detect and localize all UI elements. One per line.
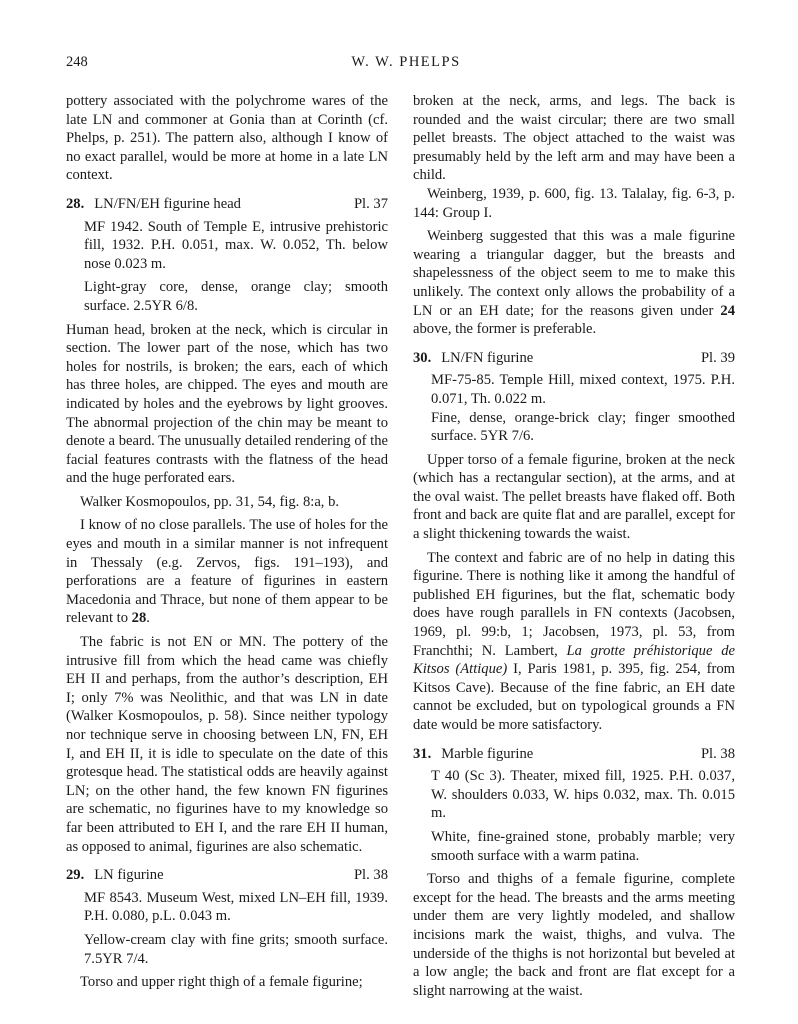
entry-28-discussion-1-end: . [146, 610, 150, 627]
entry-29-plate: Pl. 38 [353, 867, 388, 884]
entry-30-discussion-title: La grotte préhistorique de Kitsos (Attique) [413, 642, 735, 678]
entry-28-data-2: Light-gray core, dense, orange clay; smooth surface. 2.5YR 6/8. [84, 279, 388, 314]
entry-29-discussion-ref: 24 [720, 302, 735, 319]
entry-28-discussion-1-text: I know of no close parallels. The use of holes for the eyes and mouth in a similar manner is not infrequent in Thessaly (e.g. Zervos, figs. 191–193), and perforations are a feature of figurines in eastern Macedonia and Thrace, but none of them appear to be relevant to [66, 517, 388, 627]
entry-31-data-2: White, fine-grained stone, probably marble; very smooth surface with a warm patina. [431, 828, 735, 864]
entry-29-bibliography: Weinberg, 1939, p. 600, fig. 13. Talalay, fig. 6-3, p. 144: Group I. [413, 185, 735, 221]
entry-29-catalog-data [66, 889, 388, 968]
entry-30-catalog-data [413, 371, 735, 445]
entry-30-data-1: MF-75-85. Temple Hill, mixed context, 1975. P.H. 0.071, Th. 0.022 m. [431, 372, 735, 407]
entry-29-heading [66, 866, 388, 885]
entry-28-description: Human head, broken at the neck, which is circular in section. The lower part of the nose, which has two holes for nostrils, is broken; the ears, each of which has three holes, are chipped. The eyes and mouth are indicated by holes and the eyebrows by light grooves. The abnormal projection of the chin may be meant to denote a beard. The unusually detailed rendering of the facial features contrasts with the flatness of the head and the huge perforated ears. [66, 321, 388, 487]
page-header [66, 54, 746, 74]
entry-30-data-2: Fine, dense, orange-brick clay; finger smoothed surface. 5YR 7/6. [431, 409, 735, 445]
entry-28-number: 28. [66, 195, 85, 212]
entry-30-plate: Pl. 39 [700, 349, 735, 366]
right-column [413, 92, 735, 1000]
left-column [66, 92, 388, 992]
entry-28-data-1: MF 1942. South of Temple E, intrusive prehistoric fill, 1932. P.H. 0.051, max. W. 0.052, Th. below nose 0.023 m. [84, 218, 388, 272]
entry-31-data-1: T 40 (Sc 3). Theater, mixed fill, 1925. P.H. 0.037, W. shoulders 0.033, W. hips 0.032, max. Th. 0.015 m. [431, 768, 735, 822]
entry-31-plate: Pl. 38 [700, 745, 735, 762]
entry-30-discussion-text-2: I, Paris 1981, p. 395, fig. 254, from Kitsos Cave). Because of the fine fabric, an EH date cannot be excluded, but on typological grounds a FN date would be more satisfactory. [413, 661, 735, 733]
entry-30-discussion-text-1: The context and fabric are of no help in dating this figurine. There is nothing like it among the handful of published EH figurines, but the flat, schematic body does have rough parallels in FN contexts (Jacobsen, 1969, pl. 99:b, 1; Jacobsen, 1973, pl. 53, from Franchthi; N. Lambert, [413, 549, 735, 659]
running-head: W. W. PHELPS [351, 54, 461, 70]
entry-28-heading [66, 195, 388, 214]
entry-29-number: 29. [66, 867, 85, 884]
entry-28-catalog-data [66, 218, 388, 316]
entry-29-description-start: Torso and upper right thigh of a female figurine; [80, 974, 363, 991]
entry-30-description: Upper torso of a female figurine, broken at the neck (which has a rectangular section), at the arms, and at the oval waist. The pellet breasts have flaked off. Both front and back are quite flat and are parallel, except for a slight thickening towards the waist. [413, 451, 735, 543]
entry-31-description: Torso and thighs of a female figurine, complete except for the head. The breasts and the arms meeting under them are very lightly modeled, and shallow incisions mark the waist, thighs, and vulva. The underside of the thighs is not horizontal but beveled at a low angle; the back and front are flat except for a slight narrowing at the waist. [413, 871, 735, 999]
entry-28-title: LN/FN/EH figurine head [94, 195, 241, 212]
entry-28-discussion-1-ref: 28 [131, 610, 147, 627]
entry-29-data-1: MF 8543. Museum West, mixed LN–EH fill, 1939. P.H. 0.080, p.L. 0.043 m. [84, 889, 388, 925]
entry-28-bibliography: Walker Kosmopoulos, pp. 31, 54, fig. 8:a, b. [80, 493, 340, 510]
entry-31-heading [413, 745, 735, 764]
entry-31-number: 31. [413, 745, 432, 762]
page-number: 248 [66, 54, 88, 70]
entry-29-discussion-text: Weinberg suggested that this was a male figurine wearing a triangular dagger, but the breasts and shapelessness of the object seem to me to make this unlikely. The context only allows the probability of a LN or an EH date; for the reasons given under [413, 228, 735, 319]
entry-30-title: LN/FN figurine [441, 349, 534, 366]
entry-30-number: 30. [413, 349, 432, 366]
entry-28-discussion-2: The fabric is not EN or MN. The pottery of the intrusive fill from which the head came was chiefly EH II and perhaps, from the author’s description, EH I; only 7% was Neolithic, and that was LN in date (Walker Kosmopoulos, p. 58). Since neither typology nor technique serve in choosing between LN, FN, EH I, and EH II, it is idle to speculate on the date of this grotesque head. The statistical odds are heavily against LN; on the other hand, the few known FN figurines are schematic, no figurines have to my knowledge so far been attributed to EH I, and the rare EH II human, as opposed to animal, figurines are also schematic. [66, 634, 388, 855]
intro-paragraph: pottery associated with the polychrome wares of the late LN and commoner at Gonia than at Corinth (cf. Phelps, p. 251). The pattern also, although I know of no exact parallel, would be more at home in a late LN context. [66, 93, 388, 184]
entry-30-heading [413, 349, 735, 368]
entry-29-discussion [413, 227, 735, 339]
entry-29-description-continued: broken at the neck, arms, and legs. The back is rounded and the waist circular; there are two small pellet breasts. The object attached to the waist was presumably held by the left arm and may have been a child. [413, 93, 735, 184]
entry-28-plate: Pl. 37 [353, 195, 388, 212]
entry-29-data-2: Yellow-cream clay with fine grits; smooth surface. 7.5YR 7/4. [84, 931, 388, 967]
entry-31-title: Marble figurine [441, 745, 534, 762]
entry-30-discussion [413, 549, 735, 735]
entry-29-discussion-end: above, the former is preferable. [413, 321, 597, 338]
entry-28-discussion-1 [66, 516, 388, 628]
entry-31-catalog-data [413, 767, 735, 865]
entry-29-title: LN figurine [94, 867, 164, 884]
